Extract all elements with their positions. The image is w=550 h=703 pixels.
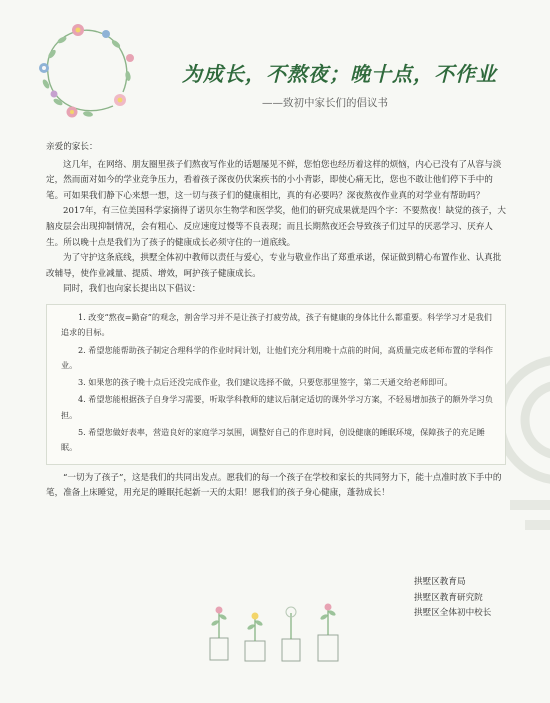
paragraph-2: 2017年，有三位美国科学家摘得了诺贝尔生物学和医学奖，他们的研究成果就是四个字：不要熬夜！缺觉的孩子，大脑皮层会出现抑制情况，会有粗心、反应速度过慢等不良表现；而且长期熬夜还会导致孩子们过早的厌恶学习、厌弃人生。所以晚十点是我们为了孩子的健康成长必须守住的一道底线。 <box>46 206 506 248</box>
initiative-item: 2. 希望您能帮助孩子制定合理科学的作业时间计划，让他们充分利用晚十点前的时间，高质量完成老师布置的学科作业。 <box>61 344 493 370</box>
paragraph-1: 这几年，在网络、朋友圈里孩子们熬夜写作业的话题屡见不鲜，您怕您也经历着这样的烦恼，内心已没有了从容与淡定，然而面对如今的学业竞争压力，看着孩子深夜仍伏案疾书的小小背影，即使心痛无比，您也不敢让他们停下手中的笔。可如果我们静下心来想一想，这一切与孩子们的健康相比，真的有必要吗？深夜熬夜作业真的对学业有帮助吗？ <box>46 159 502 201</box>
initiative-item: 5. 希望您做好表率，营造良好的家庭学习氛围，调整好自己的作息时间，创设健康的睡眠环境，保障孩子的充足睡眠。 <box>61 427 485 453</box>
plant-jars-icon <box>200 603 360 665</box>
signature-line: 拱墅区全体初中校长 <box>414 608 492 618</box>
paragraph-4: 同时，我们也向家长提出以下倡议： <box>63 284 201 295</box>
initiative-item: 4. 希望您能根据孩子自身学习需要，听取学科教师的建议后制定适切的课外学习方案，不轻易增加孩子的额外学习负担。 <box>61 394 493 420</box>
signature-block <box>414 575 491 622</box>
signature-line: 拱墅区教育研究院 <box>414 592 483 603</box>
paragraph-5: “一切为了孩子”，这是我们的共同出发点。愿我们的每一个孩子在学校和家长的共同努力下，能十点准时放下手中的笔，准备上床睡觉，用充足的睡眠托起新一天的太阳！愿我们的孩子身心健康，蓬勃成长！ <box>46 472 502 499</box>
initiative-item: 3. 如果您的孩子晚十点后还没完成作业，我们建议选择不做，只要您那里签字，第二天通交给老师即可。 <box>78 377 453 388</box>
initiatives-box <box>46 304 506 465</box>
initiative-item: 1. 改变“熬夜=勤奋”的观念，割舍学习并不是让孩子打疲劳战，孩子有健康的身体比什么都重要。科学学习才是我们追求的目标。 <box>61 311 492 338</box>
page-subtitle: ——致初中家长们的倡议书 <box>262 97 388 109</box>
paragraph-3: 为了守护这条底线，拱墅全体初中教师以责任与爱心，专业与敬业作出了郑重承诺，保证做到精心布置作业、认真批改辅导，使作业减量、提质、增效，呵护孩子健康成长。 <box>46 253 502 279</box>
greeting: 亲爱的家长： <box>46 142 98 152</box>
signature-line: 拱墅区教育局 <box>414 577 466 587</box>
page-title: 为成长，不熬夜；晚十点，不作业 <box>182 62 497 86</box>
floral-wreath-icon <box>28 14 143 129</box>
letter-body <box>46 140 506 502</box>
